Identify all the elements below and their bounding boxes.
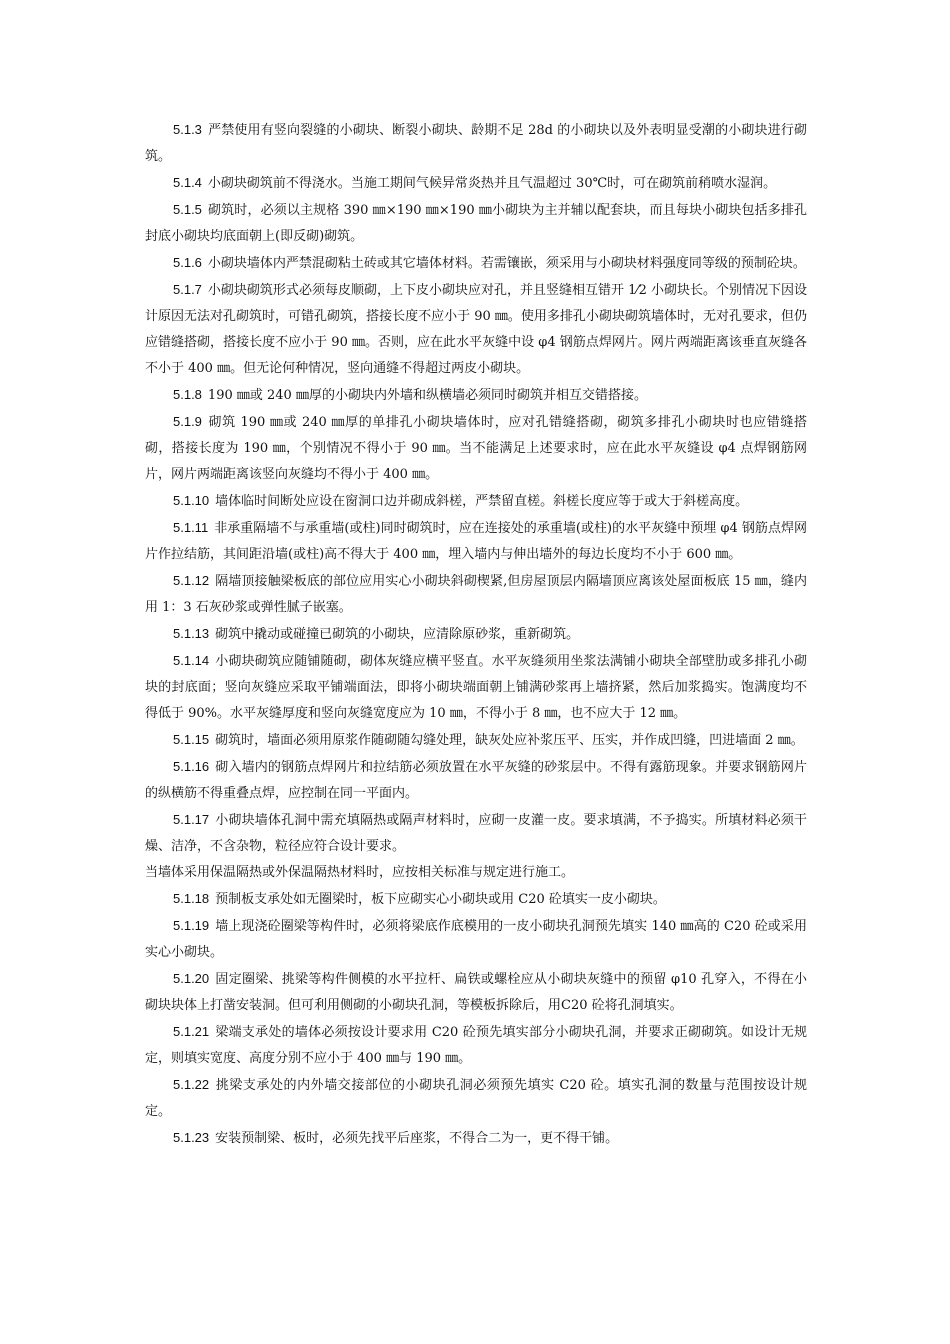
clause-text: 小砌块墙体内严禁混砌粘土砖或其它墙体材料。若需镶嵌，须采用与小砌块材料强度同等级的预制砼块。 bbox=[207, 256, 806, 271]
clause-text: 砌入墙内的钢筋点焊网片和拉结筋必须放置在水平灰缝的砂浆层中。不得有露筋现象。并要求钢筋网片的纵横筋不得重叠点焊，应控制在同一平面内。 bbox=[145, 760, 807, 801]
paragraph-5-1-20 bbox=[145, 966, 807, 1019]
clause-number: 5.1.19 bbox=[173, 918, 210, 933]
paragraph-5-1-21 bbox=[145, 1019, 807, 1072]
clause-number: 5.1.3 bbox=[173, 122, 202, 137]
paragraph-5-1-13 bbox=[145, 621, 807, 648]
paragraph-5-1-10 bbox=[145, 488, 807, 515]
clause-number: 5.1.17 bbox=[173, 812, 210, 827]
paragraph-5-1-18 bbox=[145, 886, 807, 913]
paragraph-5-1-15 bbox=[145, 727, 807, 754]
paragraph-5-1-12 bbox=[145, 568, 807, 621]
clause-number: 5.1.9 bbox=[173, 414, 202, 429]
clause-number: 5.1.20 bbox=[173, 971, 210, 986]
clause-text: 砌筑时，墙面必须用原浆作随砌随勾缝处理，缺灰处应补浆压平、压实，并作成凹缝，凹进墙面 2 ㎜。 bbox=[215, 733, 804, 748]
clause-number: 5.1.4 bbox=[173, 175, 202, 190]
paragraph-5-1-19 bbox=[145, 913, 807, 966]
paragraph-5-1-9 bbox=[145, 409, 807, 488]
paragraph-5-1-14 bbox=[145, 648, 807, 727]
clause-text: 砌筑时，必须以主规格 390 ㎜×190 ㎜×190 ㎜小砌块为主并辅以配套块，而且每块小砌块包括多排孔封底小砌块均底面朝上(即反砌)砌筑。 bbox=[145, 203, 807, 244]
paragraph-insulation-note bbox=[145, 860, 807, 886]
paragraph-5-1-17 bbox=[145, 807, 807, 860]
clause-number: 5.1.15 bbox=[173, 732, 210, 747]
paragraph-5-1-22 bbox=[145, 1072, 807, 1125]
paragraph-5-1-6 bbox=[145, 250, 807, 277]
clause-number: 5.1.8 bbox=[173, 387, 202, 402]
paragraph-5-1-16 bbox=[145, 754, 807, 807]
clause-number: 5.1.14 bbox=[173, 653, 210, 668]
clause-text: 隔墙顶接触梁板底的部位应用实心小砌块斜砌楔紧,但房屋顶层内隔墙顶应离该处屋面板底 15 ㎜，缝内用 1：3 石灰砂浆或弹性腻子嵌塞。 bbox=[145, 574, 807, 615]
clause-text: 预制板支承处如无圈梁时，板下应砌实心小砌块或用 C20 砼填实一皮小砌块。 bbox=[215, 892, 666, 907]
clause-number: 5.1.18 bbox=[173, 891, 210, 906]
clause-number: 5.1.12 bbox=[173, 573, 210, 588]
clause-text: 小砌块砌筑形式必须每皮顺砌，上下皮小砌块应对孔，并且竖缝相互错开 1⁄2 小砌块长。个别情况下因设计原因无法对孔砌筑时，可错孔砌筑，搭接长度不应小于 90 ㎜。使用多排孔小砌块砌筑墙体时，无对孔要求，但仍应错缝搭砌，搭接长度不应小于 90 ㎜。否则，应在此水平灰缝中设 φ4 钢筋点焊网片。网片两端距离该垂直灰缝各不小于 400 ㎜。但无论何种情况，竖向通缝不得超过两皮小砌块。 bbox=[145, 283, 807, 376]
paragraph-5-1-23 bbox=[145, 1125, 807, 1152]
paragraph-5-1-11 bbox=[145, 515, 807, 568]
clause-text: 小砌块墙体孔洞中需充填隔热或隔声材料时，应砌一皮灌一皮。要求填满，不予捣实。所填材料必须干燥、洁净，不含杂物，粒径应符合设计要求。 bbox=[145, 813, 807, 854]
clause-text: 小砌块砌筑前不得浇水。当施工期间气候异常炎热并且气温超过 30℃时，可在砌筑前稍喷水湿润。 bbox=[207, 176, 777, 191]
clause-text: 190 ㎜或 240 ㎜厚的小砌块内外墙和纵横墙必须同时砌筑并相互交错搭接。 bbox=[207, 388, 647, 403]
clause-number: 5.1.10 bbox=[173, 493, 210, 508]
clause-text: 梁端支承处的墙体必须按设计要求用 C20 砼预先填实部分小砌块孔洞，并要求正砌砌筑。如设计无规定，则填实宽度、高度分别不应小于 400 ㎜与 190 ㎜。 bbox=[145, 1025, 807, 1066]
clause-text: 挑梁支承处的内外墙交接部位的小砌块孔洞必须预先填实 C20 砼。填实孔洞的数量与范围按设计规定。 bbox=[145, 1078, 807, 1119]
clause-text: 当墙体采用保温隔热或外保温隔热材料时，应按相关标准与规定进行施工。 bbox=[145, 865, 575, 880]
clause-text: 砌筑中撬动或碰撞已砌筑的小砌块，应清除原砂浆，重新砌筑。 bbox=[215, 627, 580, 642]
clause-text: 严禁使用有竖向裂缝的小砌块、断裂小砌块、龄期不足 28d 的小砌块以及外表明显受潮的小砌块进行砌筑。 bbox=[145, 123, 807, 164]
clause-text: 非承重隔墙不与承重墙(或柱)同时砌筑时，应在连接处的承重墙(或柱)的水平灰缝中预埋 φ4 钢筋点焊网片作拉结筋，其间距沿墙(或柱)高不得大于 400 ㎜，埋入墙内与伸出墙外的每边长度均不小于 600 ㎜。 bbox=[145, 521, 807, 562]
paragraph-5-1-4 bbox=[145, 170, 807, 197]
clause-number: 5.1.23 bbox=[173, 1130, 210, 1145]
clause-number: 5.1.21 bbox=[173, 1024, 210, 1039]
clause-number: 5.1.22 bbox=[173, 1077, 210, 1092]
clause-number: 5.1.16 bbox=[173, 759, 210, 774]
clause-number: 5.1.13 bbox=[173, 626, 210, 641]
paragraph-5-1-5 bbox=[145, 197, 807, 250]
document-body bbox=[145, 117, 807, 1152]
clause-text: 墙上现浇砼圈梁等构件时，必须将梁底作底模用的一皮小砌块孔洞预先填实 140 ㎜高的 C20 砼或采用实心小砌块。 bbox=[145, 919, 807, 960]
paragraph-5-1-8 bbox=[145, 382, 807, 409]
clause-text: 小砌块砌筑应随铺随砌，砌体灰缝应横平竖直。水平灰缝须用坐浆法满铺小砌块全部壁肋或多排孔小砌块的封底面；竖向灰缝应采取平铺端面法，即将小砌块端面朝上铺满砂浆再上墙挤紧，然后加浆捣实。饱满度均不得低于 90%。水平灰缝厚度和竖向灰缝宽度应为 10 ㎜，不得小于 8 ㎜，也不应大于 12 ㎜。 bbox=[145, 654, 807, 721]
paragraph-5-1-7 bbox=[145, 277, 807, 382]
clause-number: 5.1.6 bbox=[173, 255, 202, 270]
clause-text: 固定圈梁、挑梁等构件侧模的水平拉杆、扁铁或螺栓应从小砌块灰缝中的预留 φ10 孔穿入，不得在小砌块块体上打凿安装洞。但可利用侧砌的小砌块孔洞，等模板拆除后，用C20 砼将孔洞填实。 bbox=[145, 972, 807, 1013]
clause-number: 5.1.11 bbox=[173, 520, 209, 535]
paragraph-5-1-3 bbox=[145, 117, 807, 170]
clause-number: 5.1.7 bbox=[173, 282, 202, 297]
clause-text: 墙体临时间断处应设在窗洞口边并砌成斜槎，严禁留直槎。斜槎长度应等于或大于斜槎高度。 bbox=[215, 494, 749, 509]
clause-text: 砌筑 190 ㎜或 240 ㎜厚的单排孔小砌块墙体时，应对孔错缝搭砌，砌筑多排孔小砌块时也应错缝搭砌，搭接长度为 190 ㎜，个别情况不得小于 90 ㎜。当不能满足上述要求时，应在此水平灰缝设 φ4 点焊钢筋网片，网片两端距离该竖向灰缝均不得小于 400 ㎜。 bbox=[145, 415, 807, 482]
clause-text: 安装预制梁、板时，必须先找平后座浆，不得合二为一，更不得干铺。 bbox=[215, 1131, 619, 1146]
clause-number: 5.1.5 bbox=[173, 202, 202, 217]
